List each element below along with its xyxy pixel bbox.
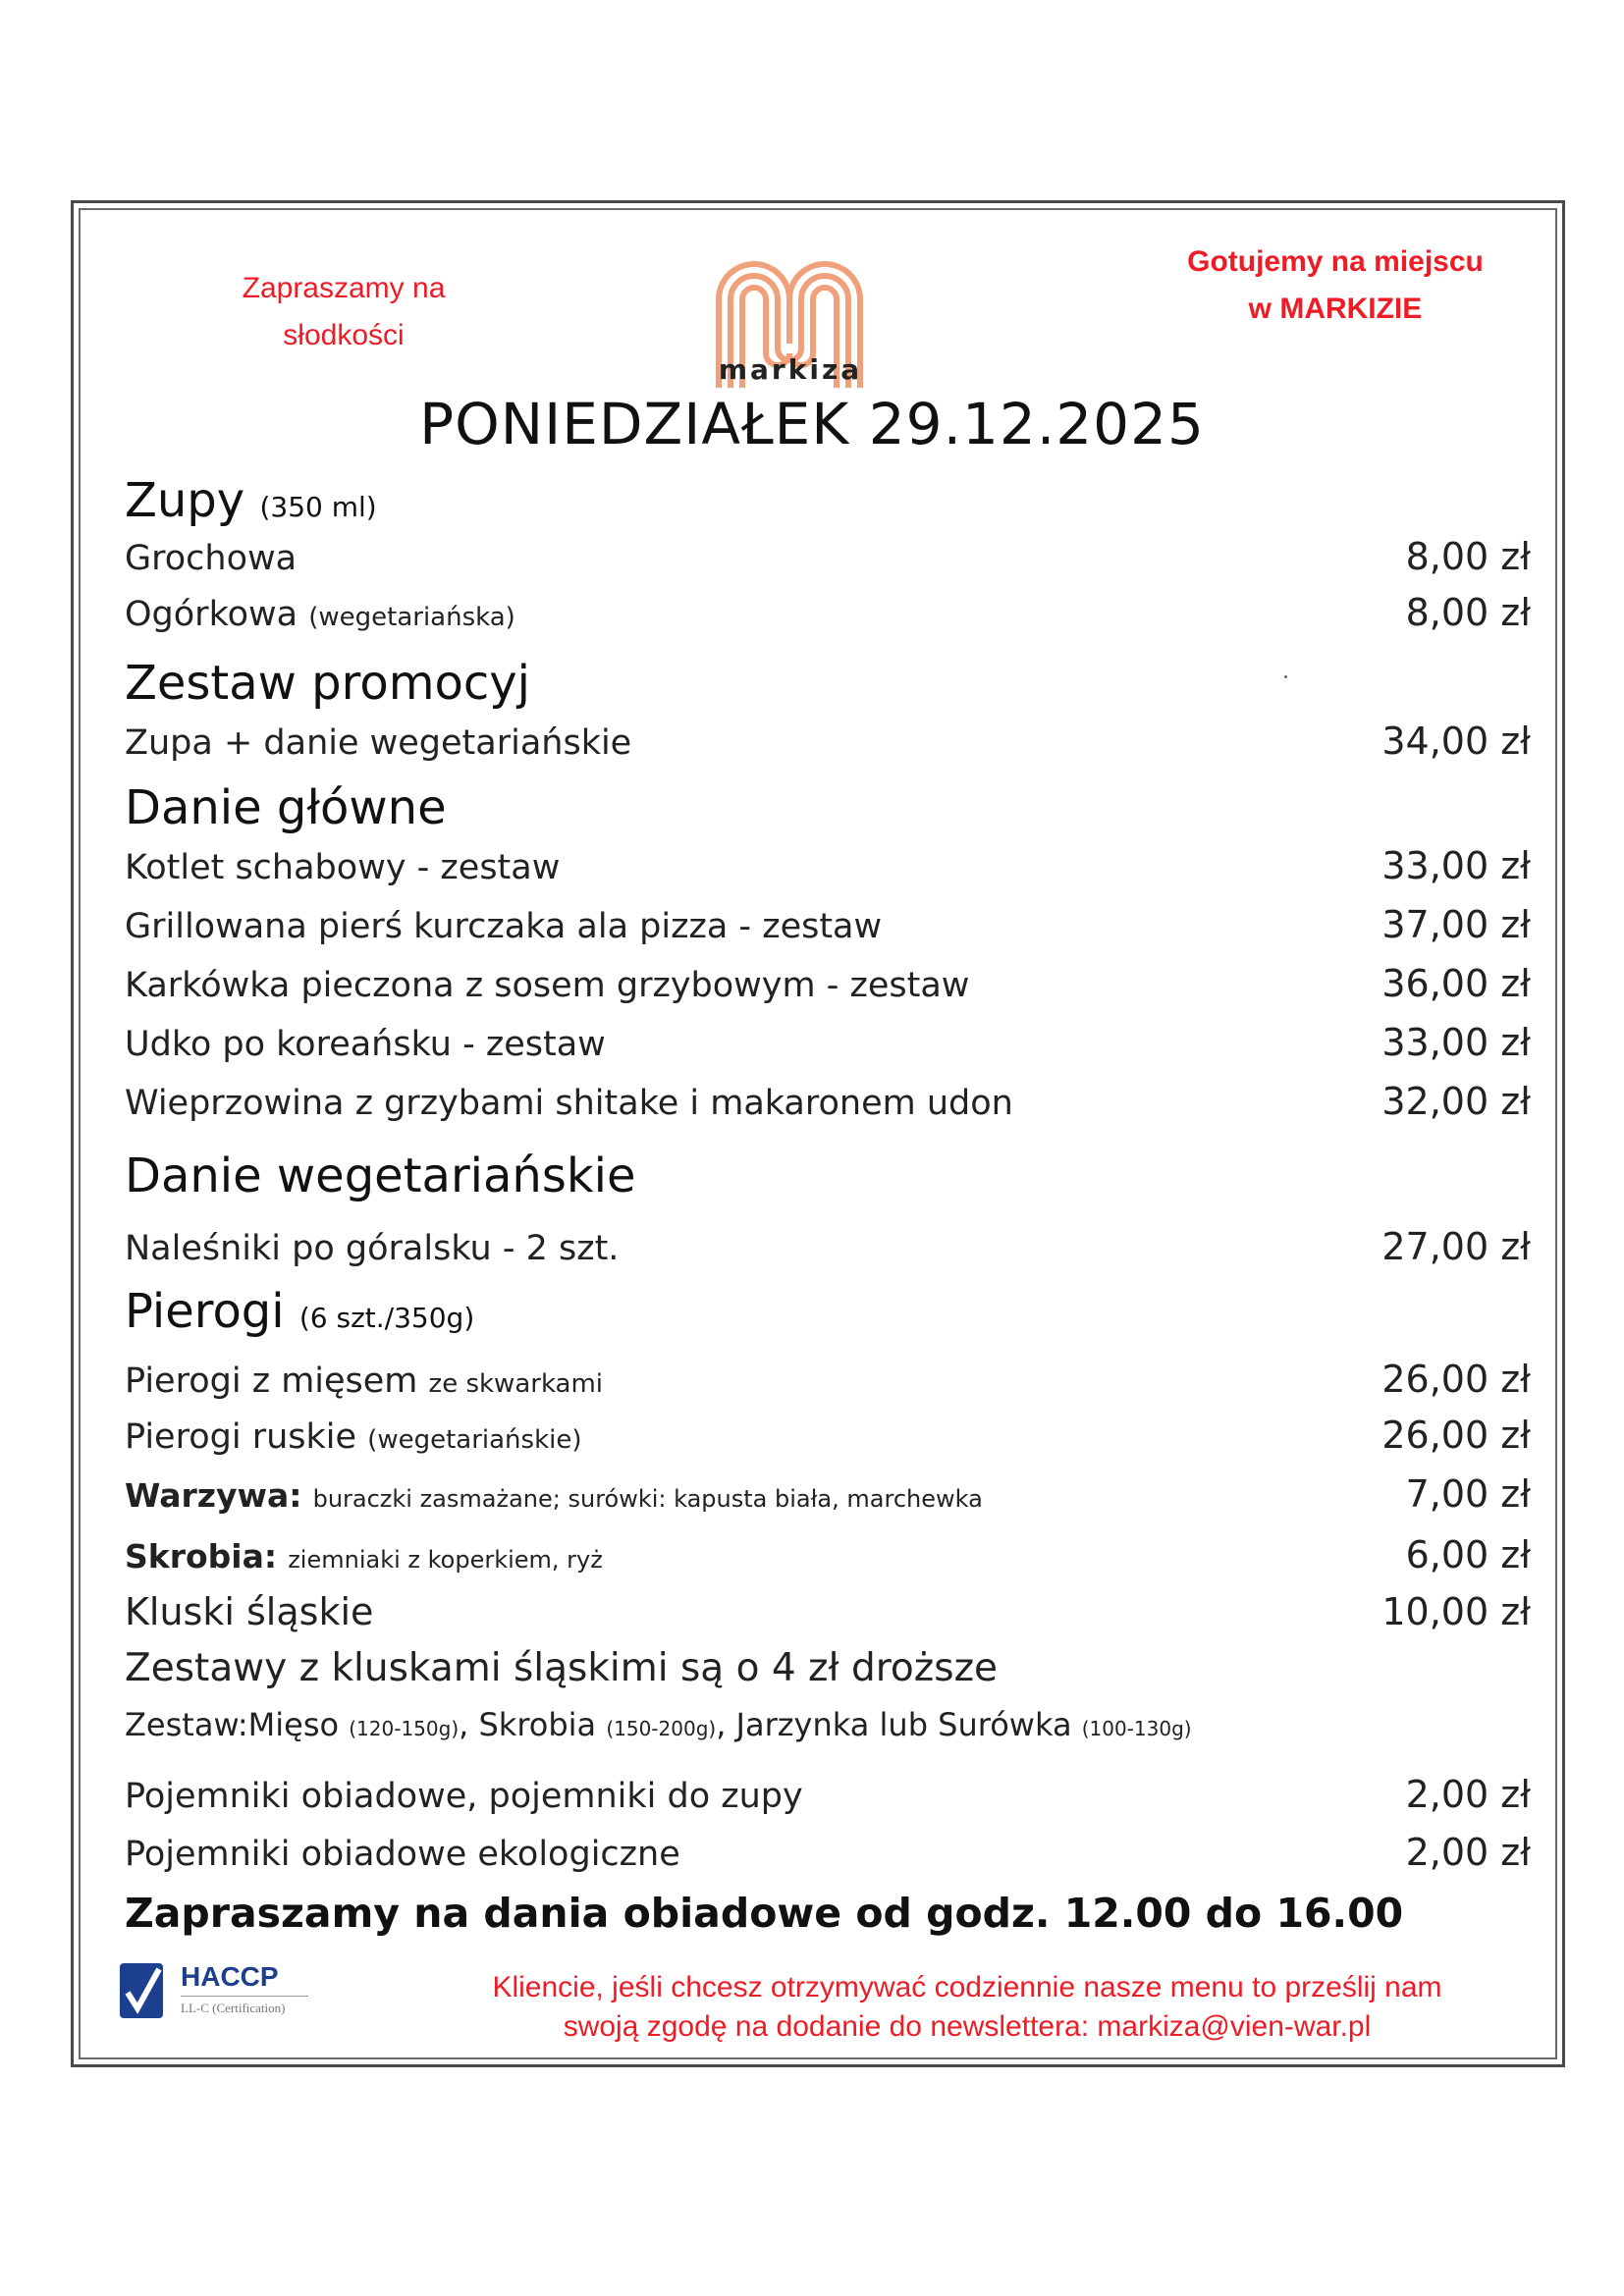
- sweets-promo-text: [157, 265, 530, 359]
- item-price: 33,00 zł: [1381, 844, 1531, 887]
- item-name: Zupa + danie wegetariańskie: [125, 723, 632, 763]
- menu-item-vegetables: [125, 1472, 1531, 1516]
- item-price: 26,00 zł: [1381, 1414, 1531, 1457]
- section-note: (6 szt./350g): [298, 1302, 475, 1334]
- item-price: 6,00 zł: [1405, 1533, 1531, 1576]
- item-price: 10,00 zł: [1381, 1590, 1531, 1633]
- item-label: Warzywa:: [125, 1476, 302, 1515]
- markiza-brand-name: markiza: [718, 353, 863, 386]
- menu-item: [125, 1225, 1531, 1268]
- section-main-header: [125, 780, 1531, 835]
- menu-item: [125, 1414, 1531, 1457]
- item-name: Karkówka pieczona z sosem grzybowym - zestaw: [125, 966, 970, 1005]
- cooking-onsite-line-2: w MARKIZIE: [1248, 293, 1423, 325]
- item-price: 7,00 zł: [1405, 1472, 1531, 1516]
- cooking-onsite-line-1: Gotujemy na miejscu: [1187, 245, 1484, 278]
- menu-item: [125, 1773, 1531, 1816]
- section-vegetarian-header: [125, 1148, 1531, 1203]
- menu-item: [125, 1021, 1531, 1064]
- item-price: 32,00 zł: [1381, 1080, 1531, 1123]
- item-name: Wieprzowina z grzybami shitake i makaronem udon: [125, 1084, 1013, 1123]
- menu-item: [125, 1831, 1531, 1874]
- item-note: (wegetariańska): [308, 603, 515, 632]
- haccp-checkmark-icon: [120, 1963, 163, 2018]
- newsletter-line-1: Kliencie, jeśli chcesz otrzymywać codziennie nasze menu to prześlij nam: [492, 1971, 1442, 2003]
- section-title: Danie wegetariańskie: [125, 1148, 636, 1203]
- menu-item: [125, 962, 1531, 1005]
- set-part-weight: (150-200g): [606, 1717, 717, 1740]
- item-note: (wegetariańskie): [367, 1425, 582, 1455]
- item-price: 2,00 zł: [1405, 1831, 1531, 1874]
- menu-item: [125, 1358, 1531, 1401]
- item-price: 8,00 zł: [1405, 535, 1531, 578]
- menu-item: [125, 903, 1531, 946]
- haccp-divider: [181, 1996, 308, 1997]
- menu-item: [125, 720, 1531, 763]
- set-part-weight: (100-130g): [1081, 1717, 1192, 1740]
- item-name: Grochowa: [125, 539, 298, 578]
- section-note: (350 ml): [259, 491, 377, 523]
- item-note: ze skwarkami: [428, 1369, 604, 1399]
- set-part-name: Jarzynka lub Surówka: [735, 1706, 1072, 1743]
- cooking-onsite-text: [1129, 239, 1542, 333]
- menu-item-starch: [125, 1533, 1531, 1576]
- set-composition: [125, 1706, 1531, 1743]
- sweets-promo-line-2: słodkości: [283, 319, 405, 351]
- set-part-weight: (120-150g): [349, 1717, 460, 1740]
- section-promo-set-header: [125, 656, 1531, 711]
- kluski-note: [125, 1646, 1531, 1690]
- item-name: Udko po koreańsku - zestaw: [125, 1025, 606, 1064]
- haccp-badge: [120, 1963, 316, 2032]
- item-name: Pierogi z mięsem: [125, 1362, 418, 1401]
- item-price: 34,00 zł: [1381, 720, 1531, 763]
- haccp-subtitle: LL-C (Certification): [181, 2001, 286, 2015]
- item-name: Kotlet schabowy - zestaw: [125, 848, 561, 887]
- item-label: Skrobia:: [125, 1537, 278, 1575]
- section-title: Danie główne: [125, 780, 447, 835]
- item-name: Pojemniki obiadowe, pojemniki do zupy: [125, 1777, 803, 1816]
- kluski-surcharge-note: Zestawy z kluskami śląskimi są o 4 zł droższe: [125, 1646, 999, 1690]
- section-pierogi-header: [125, 1284, 1531, 1339]
- menu-item: [125, 1080, 1531, 1123]
- item-desc: ziemniaki z koperkiem, ryż: [288, 1546, 603, 1574]
- sweets-promo-line-1: Zapraszamy na: [242, 272, 446, 304]
- item-name: Kluski śląskie: [125, 1590, 374, 1633]
- item-price: 8,00 zł: [1405, 591, 1531, 634]
- item-name: Ogórkowa: [125, 595, 298, 634]
- haccp-title: HACCP: [181, 1961, 279, 1992]
- newsletter-line-2: swoją zgodę na dodanie do newslettera: markiza@vien-war.pl: [563, 2010, 1372, 2043]
- item-price: 36,00 zł: [1381, 962, 1531, 1005]
- set-part-name: Mięso: [247, 1706, 340, 1743]
- section-title: Zupy: [125, 473, 245, 528]
- item-price: 2,00 zł: [1405, 1773, 1531, 1816]
- item-price: 33,00 zł: [1381, 1021, 1531, 1064]
- item-desc: buraczki zasmażane; surówki: kapusta biała, marchewka: [312, 1485, 983, 1513]
- menu-item: [125, 535, 1531, 578]
- item-name: Pojemniki obiadowe ekologiczne: [125, 1835, 680, 1874]
- section-title: Zestaw promocyj: [125, 656, 530, 711]
- section-title: Pierogi: [125, 1284, 285, 1339]
- newsletter-notice: [403, 1968, 1532, 2047]
- section-soups-header: [125, 473, 1531, 528]
- separator: ,: [716, 1706, 736, 1743]
- item-price: 27,00 zł: [1381, 1225, 1531, 1268]
- item-name: Pierogi ruskie: [125, 1417, 357, 1457]
- set-label: Zestaw:: [125, 1706, 248, 1743]
- menu-item: [125, 844, 1531, 887]
- item-price: 26,00 zł: [1381, 1358, 1531, 1401]
- set-part-name: Skrobia: [478, 1706, 597, 1743]
- menu-item-kluski: [125, 1590, 1531, 1633]
- item-price: 37,00 zł: [1381, 903, 1531, 946]
- item-name: Naleśniki po góralsku - 2 szt.: [125, 1229, 620, 1268]
- menu-item: [125, 591, 1531, 634]
- item-name: Grillowana pierś kurczaka ala pizza - zestaw: [125, 907, 883, 946]
- menu-date-title: PONIEDZIAŁEK 29.12.2025: [419, 391, 1205, 457]
- opening-hours: Zapraszamy na dania obiadowe od godz. 12.00 do 16.00: [125, 1890, 1404, 1937]
- separator: ,: [459, 1706, 479, 1743]
